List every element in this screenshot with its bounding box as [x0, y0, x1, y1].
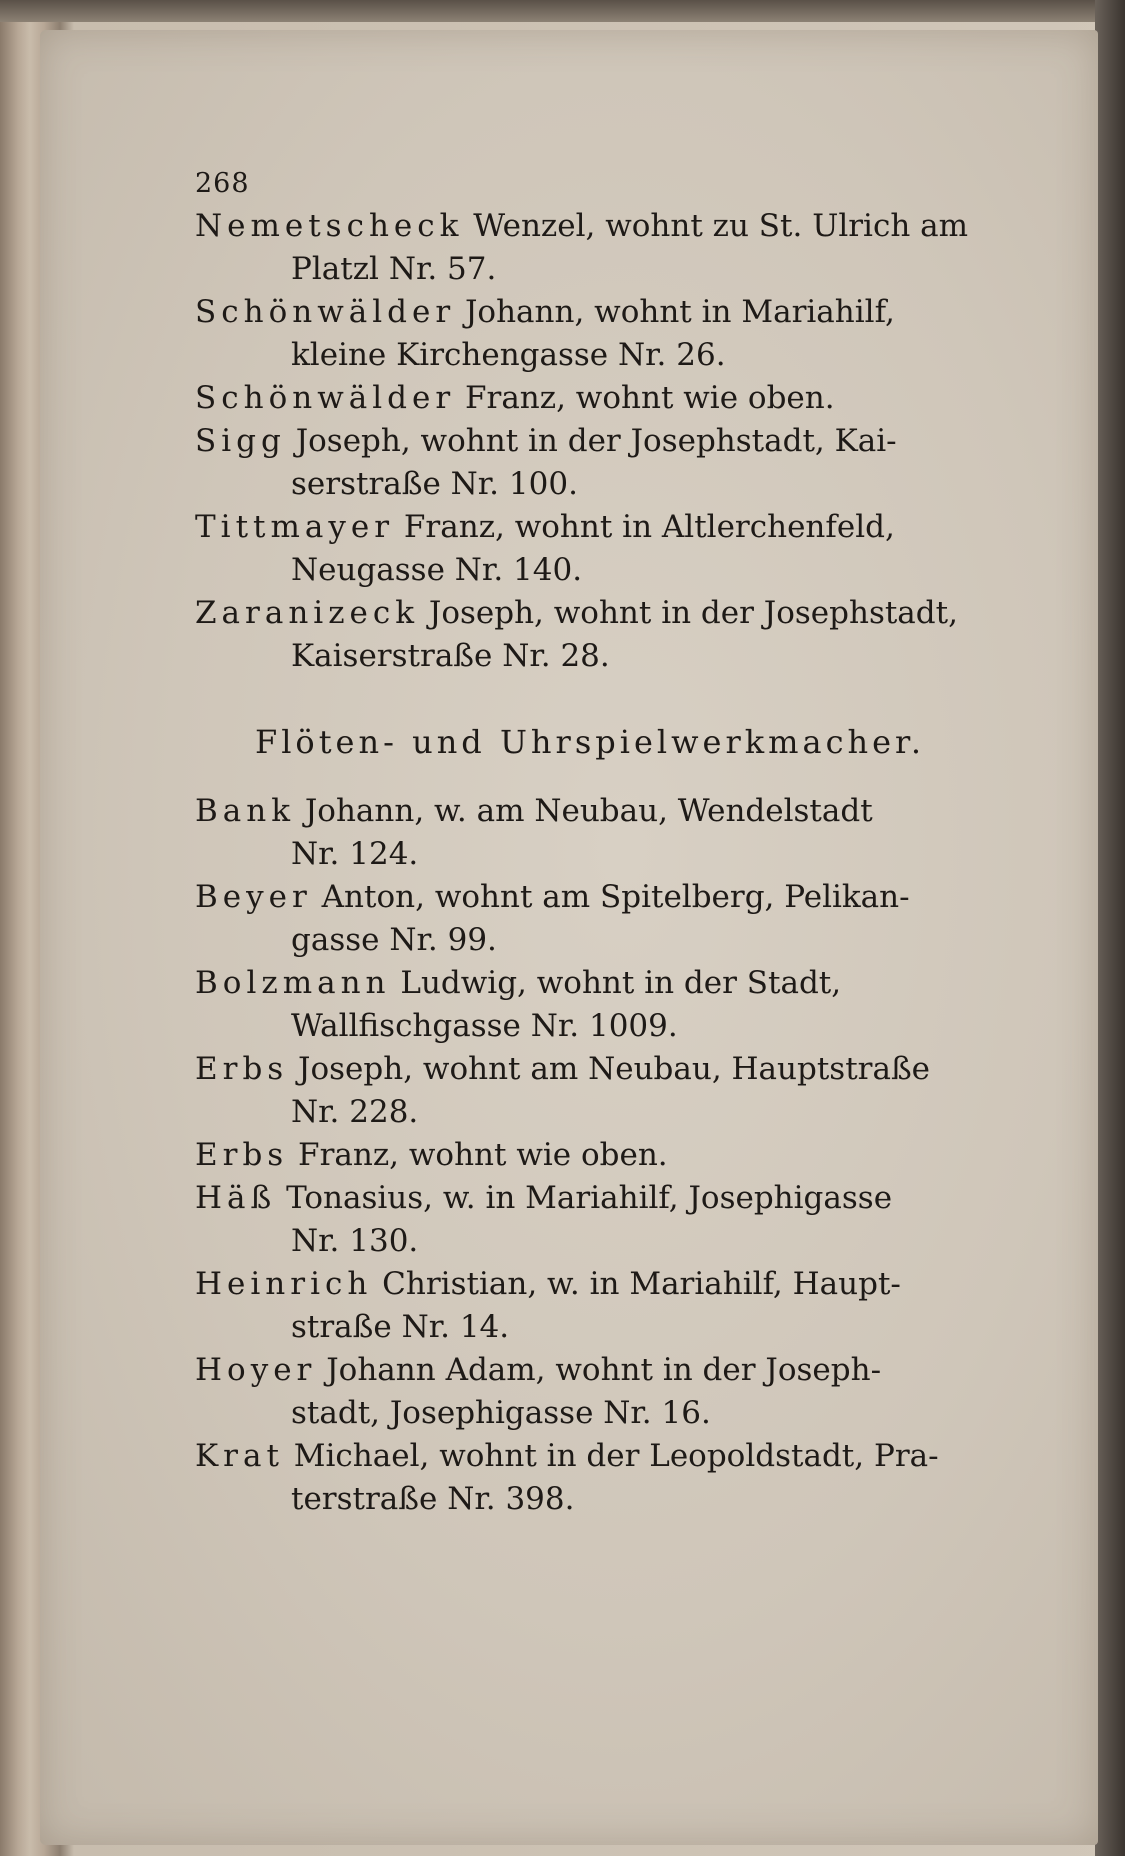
section-heading: Flöten- und Uhrspielwerkmacher. — [254, 723, 925, 761]
directory-entry — [195, 1349, 985, 1435]
entry-continuation: Wallfischgasse Nr. 1009. — [291, 1008, 678, 1044]
directory-entry — [195, 876, 985, 962]
entry-text: Franz, wohnt wie oben. — [288, 1137, 668, 1173]
entry-first-line — [195, 377, 985, 420]
directory-entry — [195, 790, 985, 876]
entry-first-line — [195, 205, 985, 248]
entry-first-line — [195, 506, 985, 549]
entry-continuation: Nr. 228. — [291, 1094, 419, 1130]
entry-surname: Häß — [195, 1180, 277, 1216]
directory-entry — [195, 1134, 985, 1177]
entry-text: Joseph, wohnt in der Josephstadt, — [419, 595, 958, 631]
entry-first-line — [195, 790, 985, 833]
directory-entry — [195, 1435, 985, 1521]
entry-surname: Sigg — [195, 423, 286, 459]
entry-surname: Bank — [195, 793, 296, 829]
directory-entry — [195, 420, 985, 506]
entry-first-line — [195, 420, 985, 463]
entry-first-line — [195, 962, 985, 1005]
entry-surname: Erbs — [195, 1051, 289, 1087]
entries-list-section — [195, 790, 985, 1521]
entry-text: Joseph, wohnt am Neubau, Hauptstraße — [288, 1051, 931, 1087]
directory-entry — [195, 962, 985, 1048]
directory-entry — [195, 592, 985, 678]
entry-continuation: stadt, Josephigasse Nr. 16. — [291, 1395, 711, 1431]
entry-continuation: Kaiserstraße Nr. 28. — [291, 638, 610, 674]
entry-text: Franz, wohnt in Altlerchenfeld, — [394, 509, 895, 545]
entry-text: Anton, wohnt am Spitelberg, Pelikan- — [311, 879, 910, 915]
entry-text: Michael, wohnt in der Leopoldstadt, Pra- — [283, 1438, 939, 1474]
entry-continuation: straße Nr. 14. — [291, 1309, 510, 1345]
directory-entry — [195, 1263, 985, 1349]
book-right-edge — [1095, 0, 1125, 1856]
entry-first-line — [195, 592, 985, 635]
entries-list-top — [195, 205, 985, 678]
entry-surname: Schönwälder — [195, 294, 456, 330]
entry-first-line — [195, 291, 985, 334]
directory-entry — [195, 506, 985, 592]
entry-surname: Zaranizeck — [195, 595, 420, 631]
entry-first-line — [195, 1048, 985, 1091]
entry-surname: Krat — [195, 1438, 284, 1474]
entry-first-line — [195, 1263, 985, 1306]
entry-continuation: Nr. 130. — [291, 1223, 419, 1259]
entry-surname: Beyer — [195, 879, 312, 915]
entry-continuation: Neugasse Nr. 140. — [291, 552, 583, 588]
entry-text: Johann Adam, wohnt in der Joseph- — [316, 1352, 882, 1388]
entry-text: Ludwig, wohnt in der Stadt, — [390, 965, 842, 1001]
entry-first-line — [195, 1435, 985, 1478]
entry-continuation: Nr. 124. — [291, 836, 419, 872]
entry-surname: Tittmayer — [195, 509, 395, 545]
page-text — [195, 168, 985, 1521]
entry-surname: Nemetscheck — [195, 208, 464, 244]
entry-surname: Bolzmann — [195, 965, 391, 1001]
directory-entry — [195, 377, 985, 420]
entry-surname: Schönwälder — [195, 380, 456, 416]
entry-text: Wenzel, wohnt zu St. Ulrich am — [463, 208, 969, 244]
entry-first-line — [195, 1349, 985, 1392]
entry-continuation: serstraße Nr. 100. — [291, 466, 578, 502]
entry-continuation: Platzl Nr. 57. — [291, 251, 497, 287]
entry-first-line — [195, 1134, 985, 1177]
entry-first-line — [195, 1177, 985, 1220]
entry-continuation: kleine Kirchengasse Nr. 26. — [291, 337, 726, 373]
entry-text: Johann, wohnt in Mariahilf, — [455, 294, 895, 330]
book-top-edge — [0, 0, 1125, 22]
entry-continuation: terstraße Nr. 398. — [291, 1481, 575, 1517]
entry-text: Christian, w. in Mariahilf, Haupt- — [372, 1266, 901, 1302]
directory-entry — [195, 205, 985, 291]
entry-text: Tonasius, w. in Mariahilf, Josephigasse — [276, 1180, 893, 1216]
entry-surname: Hoyer — [195, 1352, 317, 1388]
entry-text: Johann, w. am Neubau, Wendelstadt — [295, 793, 873, 829]
directory-entry — [195, 291, 985, 377]
directory-entry — [195, 1177, 985, 1263]
entry-text: Franz, wohnt wie oben. — [455, 380, 835, 416]
entry-first-line — [195, 876, 985, 919]
entry-surname: Erbs — [195, 1137, 289, 1173]
entry-continuation: gasse Nr. 99. — [291, 922, 497, 958]
page-number: 268 — [195, 168, 250, 199]
entry-surname: Heinrich — [195, 1266, 373, 1302]
directory-entry — [195, 1048, 985, 1134]
entry-text: Joseph, wohnt in der Josephstadt, Kai- — [285, 423, 897, 459]
